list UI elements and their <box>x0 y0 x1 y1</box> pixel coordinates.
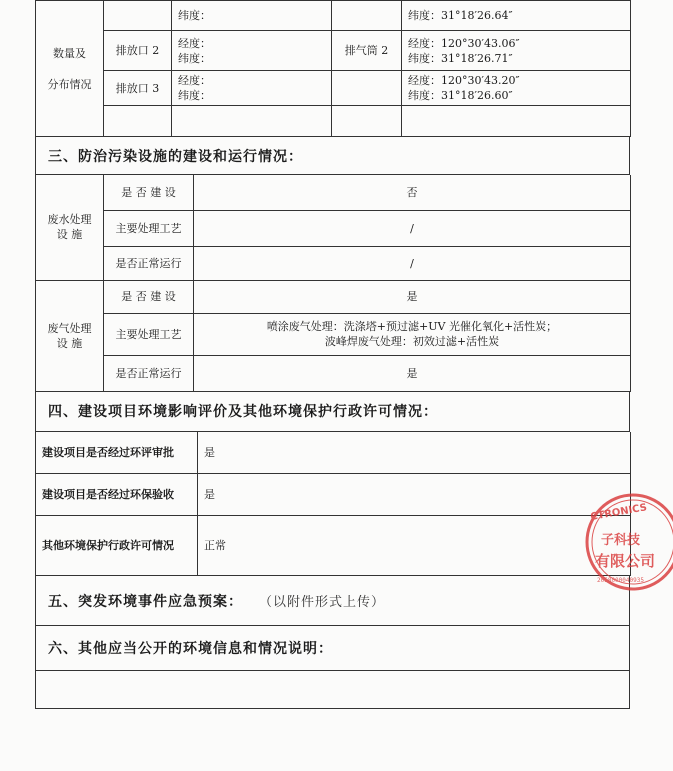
svg-text:CTRONICS: CTRONICS <box>589 502 648 523</box>
row-value: 正常 <box>198 516 631 576</box>
distribution-group-label: 数量及 分布情况 <box>36 1 104 137</box>
section-6-body <box>35 671 630 709</box>
row-label: 建设项目是否经过环保验收 <box>36 474 198 516</box>
section-5-heading: 五、突发环境事件应急预案： （以附件形式上传） <box>35 576 630 626</box>
outlet-name <box>104 1 172 31</box>
row-label: 主要处理工艺 <box>104 313 194 355</box>
outlet-name: 排放口 3 <box>104 71 172 106</box>
row-label: 是否正常运行 <box>104 246 194 280</box>
row-value: 喷涂废气处理：洗涤塔+预过滤+UV 光催化氧化+活性炭； 波峰焊废气处理：初效过滤+活性炭 <box>194 313 631 355</box>
vent-coords: 经度：120°30′43.20″ 纬度：31°18′26.60″ <box>402 71 631 106</box>
section-6-heading: 六、其他应当公开的环境信息和情况说明： <box>35 626 630 671</box>
row-value: / <box>194 210 631 246</box>
vent-name <box>332 106 402 137</box>
row-value: / <box>194 246 631 280</box>
vent-name <box>332 1 402 31</box>
row-value: 是 <box>198 432 631 474</box>
row-value: 是 <box>194 355 631 391</box>
pollution-facility-table <box>35 175 631 392</box>
outlet-coords: 经度： 纬度： <box>172 31 332 71</box>
outlet-coords: 经度： 纬度： <box>172 71 332 106</box>
row-value: 是 <box>198 474 631 516</box>
row-label: 是 否 建 设 <box>104 280 194 313</box>
row-label: 是 否 建 设 <box>104 175 194 210</box>
row-value: 是 <box>194 280 631 313</box>
svg-text:子科技: 子科技 <box>601 533 641 548</box>
vent-coords: 纬度：31°18′26.64″ <box>402 1 631 31</box>
section-4-heading: 四、建设项目环境影响评价及其他环境保护行政许可情况： <box>35 392 630 432</box>
outlet-name <box>104 106 172 137</box>
svg-text:有限公司: 有限公司 <box>595 552 656 570</box>
distribution-table <box>35 0 631 137</box>
eia-permit-table <box>35 432 631 577</box>
section-3-heading: 三、防治污染设施的建设和运行情况： <box>35 137 630 175</box>
wastewater-label: 废水处理 设 施 <box>36 175 104 280</box>
wastegas-label: 废气处理 设 施 <box>36 280 104 391</box>
vent-coords: 经度：120°30′43.06″ 纬度：31°18′26.71″ <box>402 31 631 71</box>
row-label: 是否正常运行 <box>104 355 194 391</box>
outlet-name: 排放口 2 <box>104 31 172 71</box>
row-label: 主要处理工艺 <box>104 210 194 246</box>
document-sheet <box>35 0 630 709</box>
outlet-coords: 纬度： <box>172 1 332 31</box>
vent-name: 排气筒 2 <box>332 31 402 71</box>
row-value: 否 <box>194 175 631 210</box>
svg-text:2058000040935: 2058000040935 <box>597 577 644 584</box>
row-label: 其他环境保护行政许可情况 <box>36 516 198 576</box>
row-label: 建设项目是否经过环评审批 <box>36 432 198 474</box>
vent-name <box>332 71 402 106</box>
outlet-coords <box>172 106 332 137</box>
vent-coords <box>402 106 631 137</box>
